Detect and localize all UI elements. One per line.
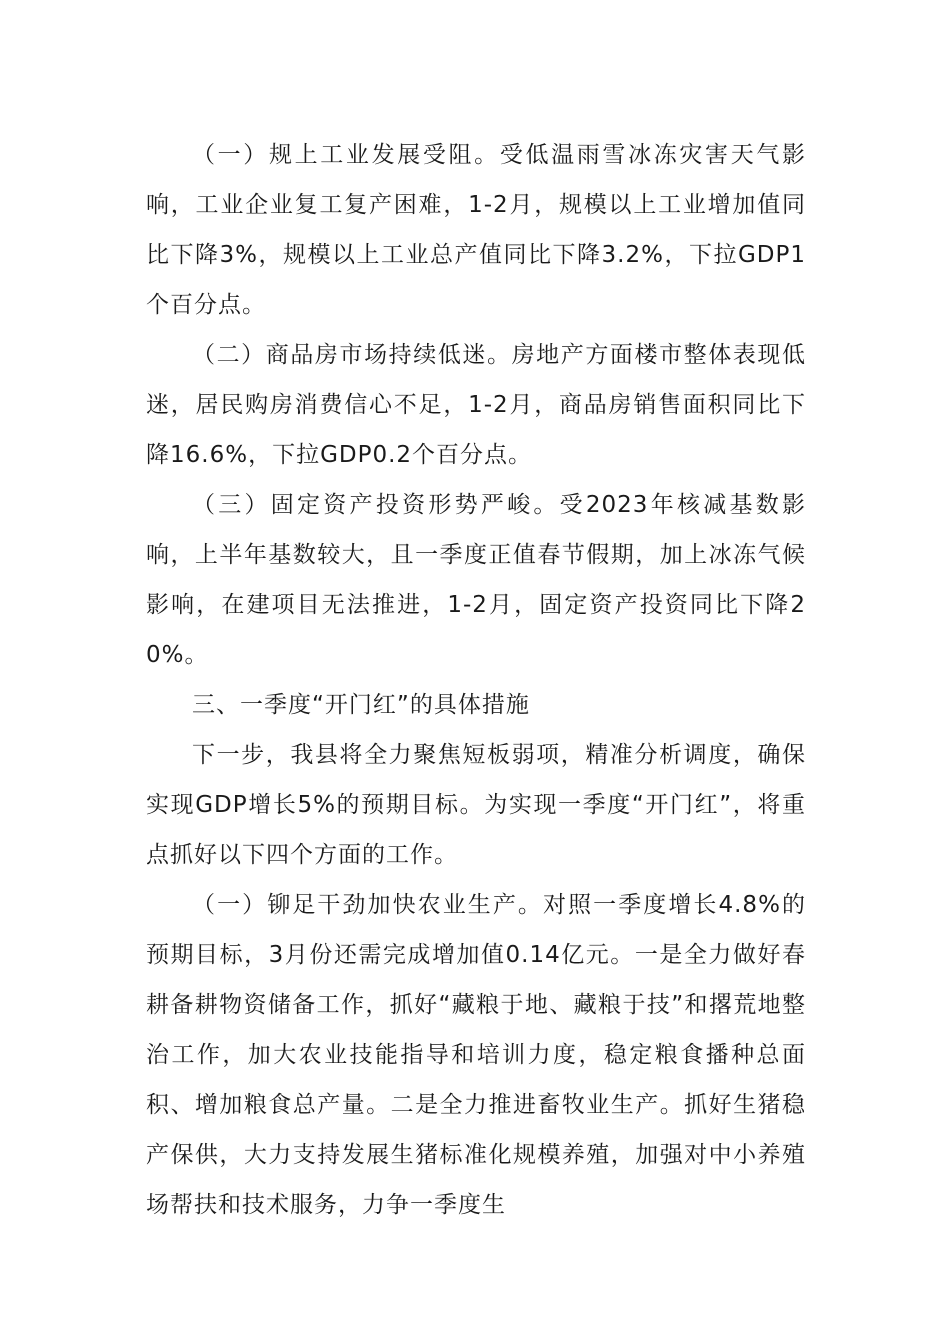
- paragraph-next-steps: 下一步，我县将全力聚焦短板弱项，精准分析调度，确保实现GDP增长5%的预期目标。为实现一季度“开门红”，将重点抓好以下四个方面的工作。: [146, 742, 806, 868]
- paragraph-real-estate-market: （二）商品房市场持续低迷。房地产方面楼市整体表现低迷，居民购房消费信心不足，1-2月，商品房销售面积同比下降16.6%，下拉GDP0.2个百分点。: [146, 342, 806, 468]
- document-body: [146, 130, 806, 1230]
- paragraph-agriculture-production: （一）铆足干劲加快农业生产。对照一季度增长4.8%的预期目标，3月份还需完成增加值0.14亿元。一是全力做好春耕备耕物资储备工作，抓好“藏粮于地、藏粮于技”和撂荒地整治工作，加大农业技能指导和培训力度，稳定粮食播种总面积、增加粮食总产量。二是全力推进畜牧业生产。抓好生猪稳产保供，大力支持发展生猪标准化规模养殖，加强对中小养殖场帮扶和技术服务，力争一季度生: [146, 892, 806, 1218]
- section-heading-measures: 三、一季度“开门红”的具体措施: [192, 692, 530, 718]
- paragraph-industrial-production: （一）规上工业发展受阻。受低温雨雪冰冻灾害天气影响，工业企业复工复产困难，1-2月，规模以上工业增加值同比下降3%，规模以上工业总产值同比下降3.2%，下拉GDP1个百分点。: [146, 142, 806, 318]
- paragraph-fixed-asset-investment: （三）固定资产投资形势严峻。受2023年核减基数影响，上半年基数较大，且一季度正值春节假期，加上冰冻气候影响，在建项目无法推进，1-2月，固定资产投资同比下降20%。: [146, 492, 806, 668]
